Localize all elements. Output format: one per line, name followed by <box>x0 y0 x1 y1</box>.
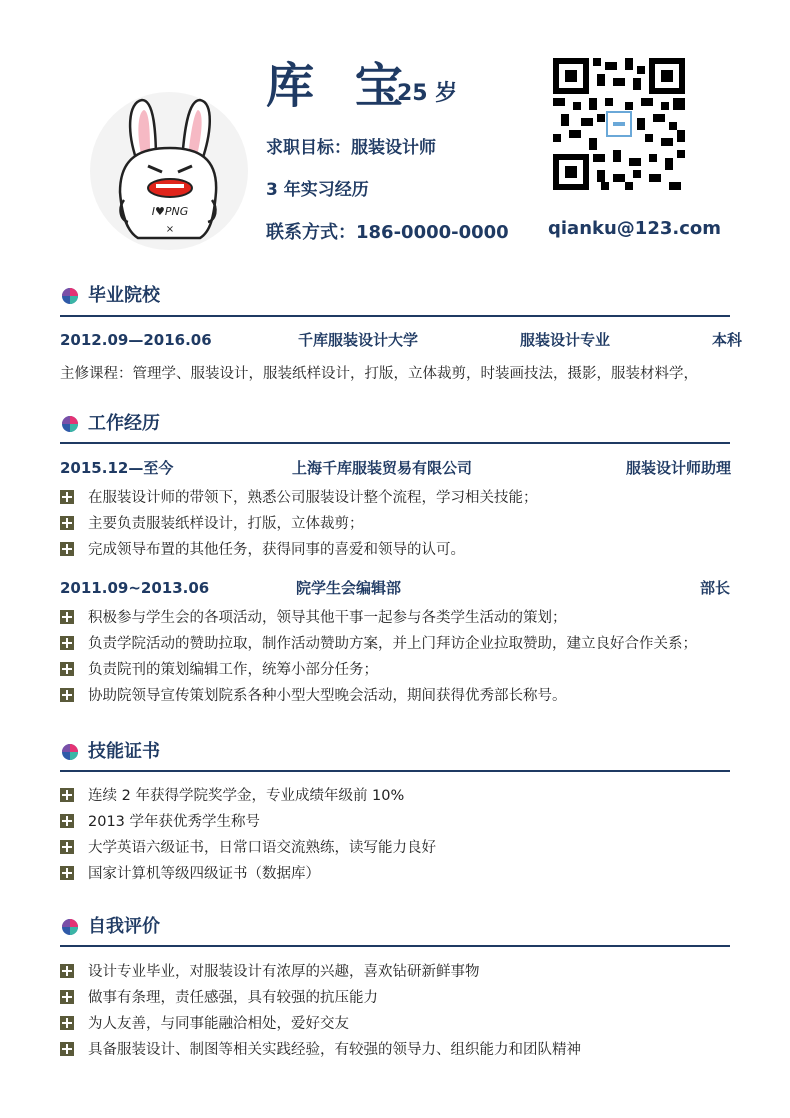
section-divider <box>60 770 730 772</box>
square-bullet-icon <box>60 839 74 853</box>
section-bullet-icon <box>60 286 80 306</box>
list-item: 负责院刊的策划编辑工作，统筹小部分任务； <box>60 655 697 681</box>
square-bullet-icon <box>60 687 74 701</box>
square-bullet-icon <box>60 865 74 879</box>
section-title: 自我评价 <box>88 916 160 937</box>
list-item: 设计专业毕业，对服装设计有浓厚的兴趣，喜欢钻研新鲜事物 <box>60 957 581 983</box>
list-item: 积极参与学生会的各项活动，领导其他干事一起参与各类学生活动的策划； <box>60 603 697 629</box>
bunny-avatar-icon <box>90 92 248 250</box>
skills-list <box>60 781 436 885</box>
self-eval-list <box>60 957 581 1061</box>
qr-code-icon <box>553 58 685 190</box>
section-divider <box>60 442 730 444</box>
section-divider <box>60 315 730 317</box>
skills-section-header <box>60 740 730 770</box>
section-title: 工作经历 <box>88 413 160 434</box>
square-bullet-icon <box>60 515 74 529</box>
contact-phone: 联系方式：186-0000-0000 <box>266 222 509 243</box>
section-title: 技能证书 <box>88 741 160 762</box>
list-item: 负责学院活动的赞助拉取，制作活动赞助方案，并上门拜访企业拉取赞助，建立良好合作关系； <box>60 629 697 655</box>
work-section-header <box>60 412 730 442</box>
section-bullet-icon <box>60 414 80 434</box>
square-bullet-icon <box>60 1041 74 1055</box>
candidate-name: 库 宝 <box>266 58 415 114</box>
list-item: 2013 学年获优秀学生称号 <box>60 807 436 833</box>
square-bullet-icon <box>60 989 74 1003</box>
job-role: 服装设计师助理 <box>626 459 732 477</box>
square-bullet-icon <box>60 963 74 977</box>
education-section-header <box>60 284 730 314</box>
section-bullet-icon <box>60 742 80 762</box>
square-bullet-icon <box>60 661 74 675</box>
list-item: 协助院领导宣传策划院系各种小型大型晚会活动，期间获得优秀部长称号。 <box>60 681 697 707</box>
experience-years: 3 年实习经历 <box>266 180 369 200</box>
square-bullet-icon <box>60 787 74 801</box>
education-degree: 本科 <box>712 331 743 349</box>
square-bullet-icon <box>60 541 74 555</box>
list-item: 为人友善，与同事能融洽相处，爱好交友 <box>60 1009 581 1035</box>
list-item: 国家计算机等级四级证书（数据库） <box>60 859 436 885</box>
square-bullet-icon <box>60 635 74 649</box>
job-period: 2015.12—至今 <box>60 459 174 477</box>
job-org: 上海千库服装贸易有限公司 <box>292 459 473 477</box>
section-bullet-icon <box>60 917 80 937</box>
list-item: 连续 2 年获得学院奖学金，专业成绩年级前 10% <box>60 781 436 807</box>
svg-text:×: × <box>165 224 175 235</box>
square-bullet-icon <box>60 609 74 623</box>
job-2-duties <box>60 603 697 707</box>
job-org: 院学生会编辑部 <box>296 579 402 597</box>
candidate-age: 25 岁 <box>397 81 458 106</box>
self-eval-section-header <box>60 915 730 945</box>
list-item: 具备服装设计、制图等相关实践经验，有较强的领导力、组织能力和团队精神 <box>60 1035 581 1061</box>
contact-email: qianku@123.com <box>548 218 722 239</box>
list-item: 完成领导布置的其他任务，获得同事的喜爱和领导的认可。 <box>60 535 538 561</box>
list-item: 主要负责服装纸样设计，打版，立体裁剪； <box>60 509 538 535</box>
svg-text:I♥PNG: I♥PNG <box>151 205 189 218</box>
job-role: 部长 <box>700 579 731 597</box>
education-courses: 主修课程：管理学、服装设计，服装纸样设计，打版，立体裁剪，时装画技法，摄影，服装材料学， <box>60 366 698 382</box>
education-school: 千库服装设计大学 <box>298 331 419 349</box>
job-1-duties <box>60 483 538 561</box>
education-major: 服装设计专业 <box>520 331 611 349</box>
job-objective: 求职目标：服装设计师 <box>266 138 436 158</box>
section-divider <box>60 945 730 947</box>
list-item: 做事有条理，责任感强，具有较强的抗压能力 <box>60 983 581 1009</box>
education-period: 2012.09—2016.06 <box>60 331 212 349</box>
section-title: 毕业院校 <box>88 285 160 306</box>
square-bullet-icon <box>60 813 74 827</box>
avatar <box>90 92 248 250</box>
square-bullet-icon <box>60 489 74 503</box>
list-item: 在服装设计师的带领下，熟悉公司服装设计整个流程，学习相关技能； <box>60 483 538 509</box>
list-item: 大学英语六级证书，日常口语交流熟练，读写能力良好 <box>60 833 436 859</box>
job-period: 2011.09~2013.06 <box>60 579 210 597</box>
square-bullet-icon <box>60 1015 74 1029</box>
